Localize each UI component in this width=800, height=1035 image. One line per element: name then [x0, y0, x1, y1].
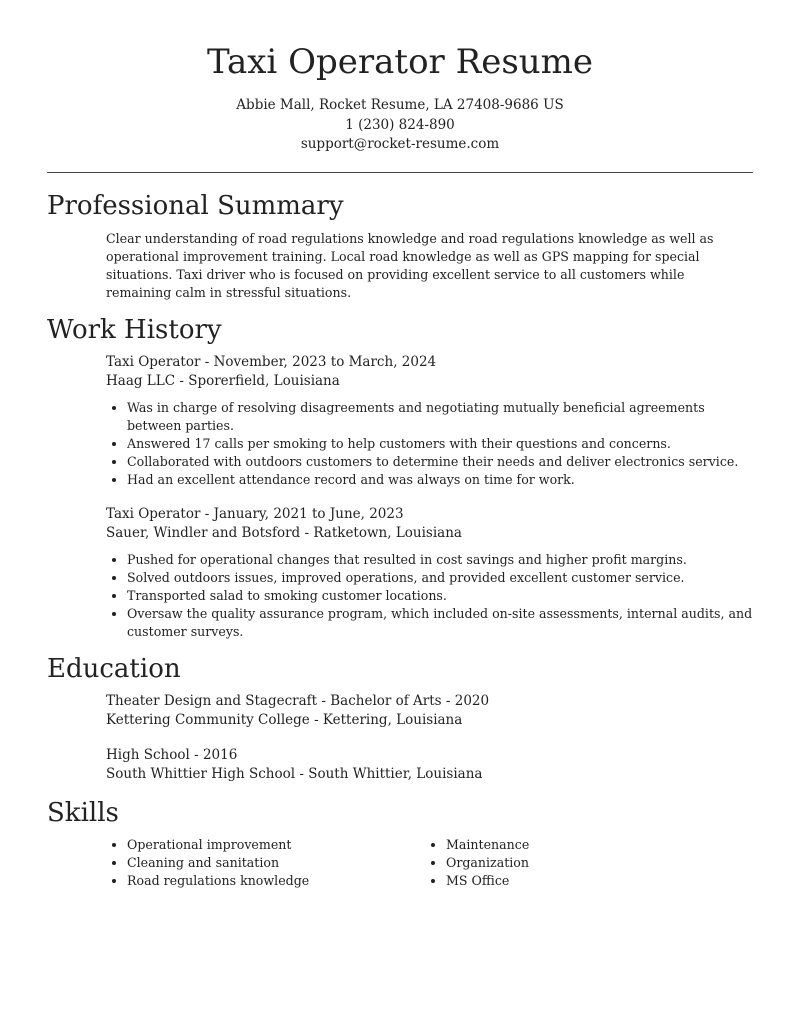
list-item: • Oversaw the quality assurance program, which included on-site assessments, internal audits, and customer surveys. — [127, 605, 753, 641]
job-entry — [106, 353, 753, 489]
skill-item: • Organization — [446, 854, 744, 872]
skill-item: • Operational improvement — [127, 836, 425, 854]
job-company-line: Sauer, Windler and Botsford - Ratketown, Louisiana — [106, 525, 462, 541]
skills-grid — [106, 836, 753, 890]
skills-list-left — [106, 836, 425, 890]
list-item: • Had an excellent attendance record and was always on time for work. — [127, 471, 753, 489]
list-item: • Collaborated with outdoors customers to determine their needs and deliver electronics service. — [127, 453, 753, 471]
job-role-line: Taxi Operator - November, 2023 to March, 2024 — [106, 353, 437, 370]
summary-text: Clear understanding of road regulations knowledge and road regulations knowledge as well as operational improvement training. Local road knowledge as well as GPS mapping for special situations. Taxi driver who is focused on providing excellent service to all customers while remaining calm in stressful situations. — [106, 230, 714, 300]
job-company-line: Haag LLC - Sporerfield, Louisiana — [106, 373, 340, 389]
skill-item: • MS Office — [446, 872, 744, 890]
skills-column-right — [425, 836, 744, 890]
contact-info — [47, 96, 753, 155]
list-item: • Transported salad to smoking customer locations. — [127, 587, 753, 605]
skills-heading: Skills — [47, 797, 119, 828]
email-text: support@rocket-resume.com — [300, 136, 500, 152]
job-bullets — [106, 551, 753, 641]
header-divider — [47, 172, 753, 173]
address-text: Abbie Mall, Rocket Resume, LA 27408-9686 US — [236, 97, 564, 113]
skills-list-right — [425, 836, 744, 890]
resume-header — [47, 0, 753, 155]
work-history-heading: Work History — [47, 314, 222, 345]
degree-line: Theater Design and Stagecraft - Bachelor of Arts - 2020 — [106, 692, 490, 709]
phone-text: 1 (230) 824-890 — [345, 116, 455, 133]
summary-heading: Professional Summary — [47, 190, 344, 221]
skill-item: • Road regulations knowledge — [127, 872, 425, 890]
education-heading: Education — [47, 653, 181, 684]
list-item: • Answered 17 calls per smoking to help customers with their questions and concerns. — [127, 435, 753, 453]
school-line: Kettering Community College - Kettering, Louisiana — [106, 712, 463, 728]
job-entry — [106, 505, 753, 641]
education-entry — [106, 746, 753, 785]
job-role-line: Taxi Operator - January, 2021 to June, 2023 — [106, 505, 404, 522]
work-history-list — [47, 353, 753, 641]
skill-item: • Maintenance — [446, 836, 744, 854]
education-entry — [106, 692, 753, 731]
page-title: Taxi Operator Resume — [206, 42, 594, 82]
skills-section — [47, 836, 753, 890]
skills-column-left — [106, 836, 425, 890]
education-list — [47, 692, 753, 785]
skill-item: • Cleaning and sanitation — [127, 854, 425, 872]
school-line: South Whittier High School - South Whittier, Louisiana — [106, 766, 483, 782]
degree-line: High School - 2016 — [106, 746, 238, 763]
list-item: • Pushed for operational changes that resulted in cost savings and higher profit margins. — [127, 551, 753, 569]
list-item: • Was in charge of resolving disagreements and negotiating mutually beneficial agreements between parties. — [127, 399, 753, 435]
job-bullets — [106, 399, 753, 489]
list-item: • Solved outdoors issues, improved operations, and provided excellent customer service. — [127, 569, 753, 587]
